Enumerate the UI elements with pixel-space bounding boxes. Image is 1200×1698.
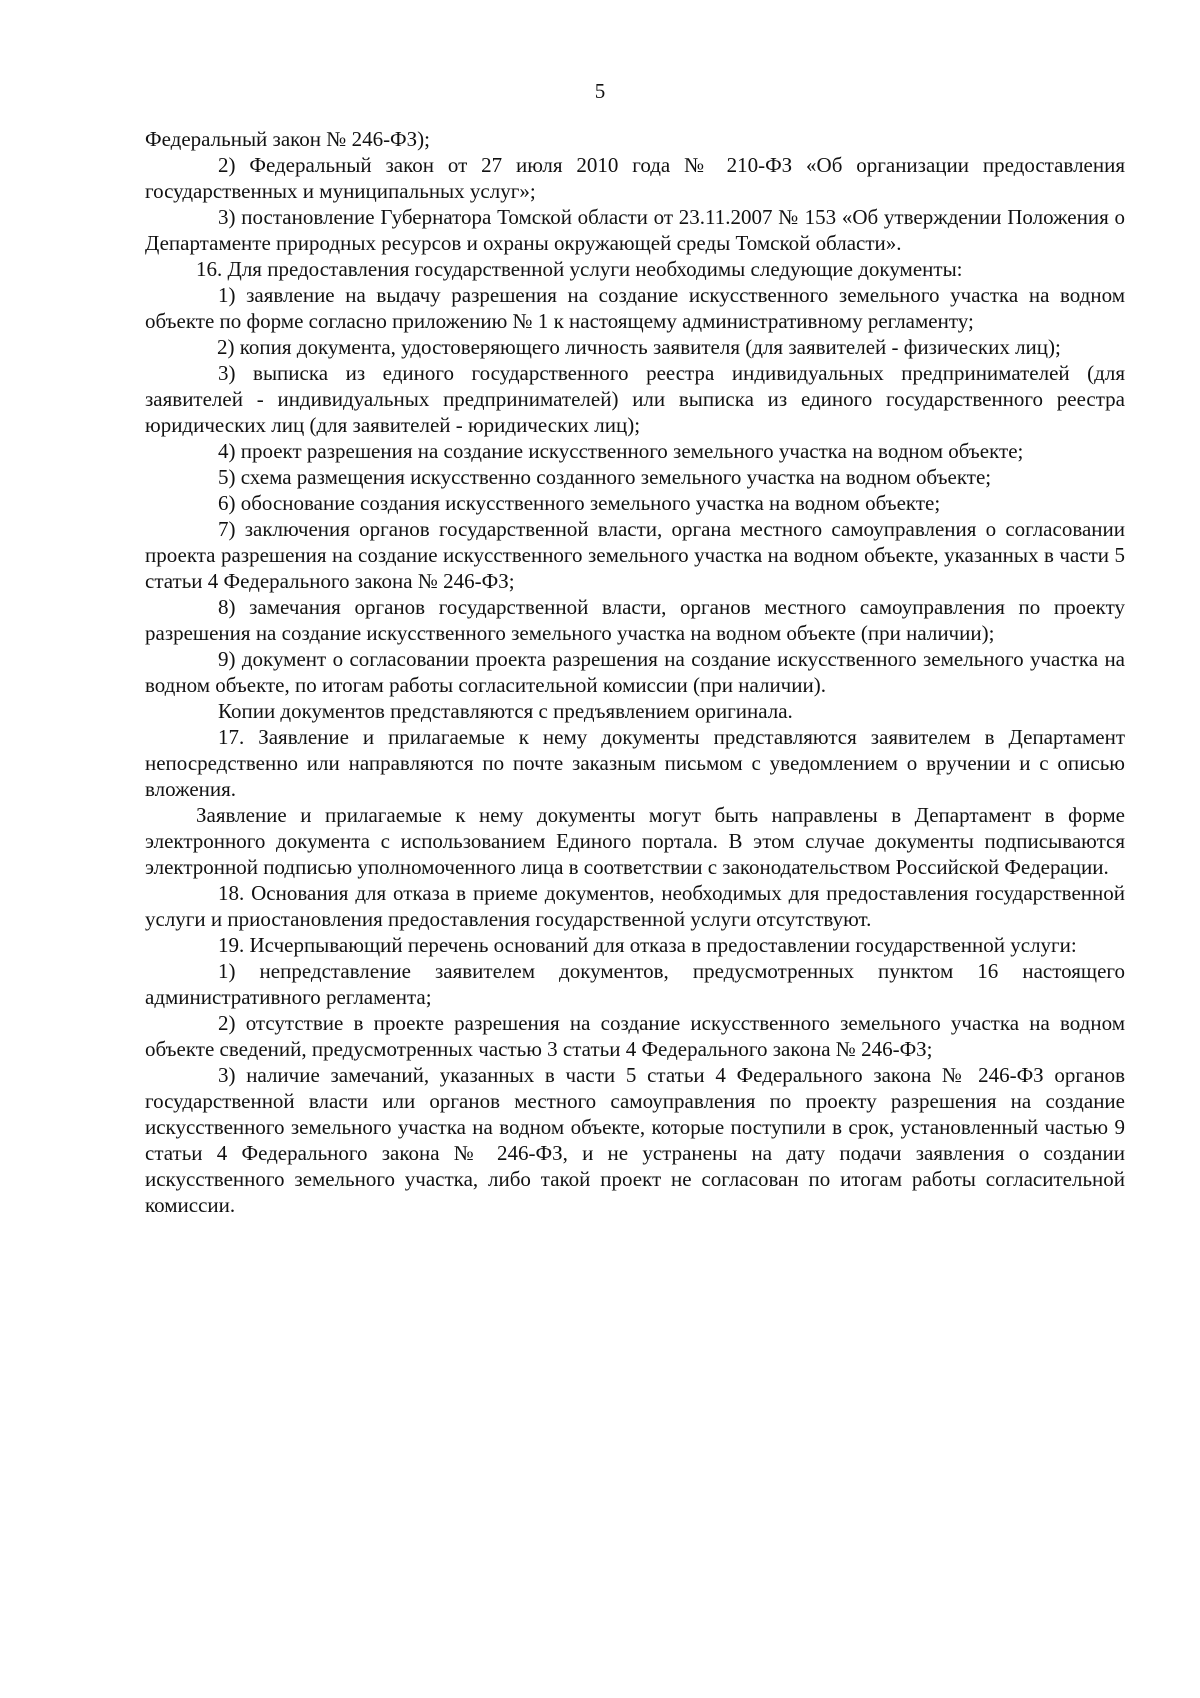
paragraph: 19. Исчерпывающий перечень оснований для отказа в предоставлении государственной услуги: — [218, 933, 1077, 957]
paragraph: 3) наличие замечаний, указанных в части 5 статьи 4 Федерального закона № 246-ФЗ органов государственной власти или органов местного самоуправления по проекту разрешения на создание искусственного земельного участка на водном объекте, которые поступили в срок, установленный частью 9 статьи 4 Федерального закона № 246-ФЗ, и не устранены на дату подачи заявления о создании искусственного земельного участка, либо такой проект не согласован по итогам работы согласительной комиссии. — [145, 1063, 1125, 1217]
document-body — [145, 126, 1125, 1218]
paragraph: 9) документ о согласовании проекта разрешения на создание искусственного земельного участка на водном объекте, по итогам работы согласительной комиссии (при наличии). — [145, 647, 1125, 697]
paragraph: 17. Заявление и прилагаемые к нему документы представляются заявителем в Департамент непосредственно или направляются по почте заказным письмом с уведомлением о вручении и с описью вложения. — [145, 725, 1125, 801]
paragraph: 5) схема размещения искусственно созданного земельного участка на водном объекте; — [218, 465, 992, 489]
paragraph: 16. Для предоставления государственной услуги необходимы следующие документы: — [196, 257, 963, 281]
paragraph: 7) заключения органов государственной власти, органа местного самоуправления о согласовании проекта разрешения на создание искусственного земельного участка на водном объекте, указанных в части 5 статьи 4 Федерального закона № 246-ФЗ; — [145, 517, 1125, 593]
paragraph: 4) проект разрешения на создание искусственного земельного участка на водном объекте; — [218, 439, 1024, 463]
paragraph: 2) отсутствие в проекте разрешения на создание искусственного земельного участка на водном объекте сведений, предусмотренных частью 3 статьи 4 Федерального закона № 246-ФЗ; — [145, 1011, 1125, 1061]
paragraph: 2) Федеральный закон от 27 июля 2010 года № 210-ФЗ «Об организации предоставления государственных и муниципальных услуг»; — [145, 153, 1125, 203]
paragraph: Копии документов представляются с предъявлением оригинала. — [218, 699, 793, 723]
paragraph: Федеральный закон № 246-ФЗ); — [145, 127, 430, 151]
paragraph: 3) постановление Губернатора Томской области от 23.11.2007 № 153 «Об утверждении Положения о Департаменте природных ресурсов и охраны окружающей среды Томской области». — [145, 205, 1125, 255]
paragraph: 8) замечания органов государственной власти, органов местного самоуправления по проекту разрешения на создание искусственного земельного участка на водном объекте (при наличии); — [145, 595, 1125, 645]
paragraph: 3) выписка из единого государственного реестра индивидуальных предпринимателей (для заявителей - индивидуальных предпринимателей) или выписка из единого государственного реестра юридических лиц (для заявителей - юридических лиц); — [145, 361, 1125, 437]
paragraph: 1) непредставление заявителем документов, предусмотренных пунктом 16 настоящего административного регламента; — [145, 959, 1125, 1009]
paragraph: 6) обоснование создания искусственного земельного участка на водном объекте; — [218, 491, 941, 515]
paragraph: 2) копия документа, удостоверяющего личность заявителя (для заявителей - физических лиц); — [217, 335, 1061, 359]
paragraph: 18. Основания для отказа в приеме документов, необходимых для предоставления государственной услуги и приостановления предоставления государственной услуги отсутствуют. — [145, 881, 1125, 931]
paragraph: Заявление и прилагаемые к нему документы могут быть направлены в Департамент в форме электронного документа с использованием Единого портала. В этом случае документы подписываются электронной подписью уполномоченного лица в соответствии с законодательством Российской Федерации. — [145, 803, 1125, 879]
page-number: 5 — [594, 79, 606, 103]
paragraph: 1) заявление на выдачу разрешения на создание искусственного земельного участка на водном объекте по форме согласно приложению № 1 к настоящему административному регламенту; — [145, 283, 1125, 333]
